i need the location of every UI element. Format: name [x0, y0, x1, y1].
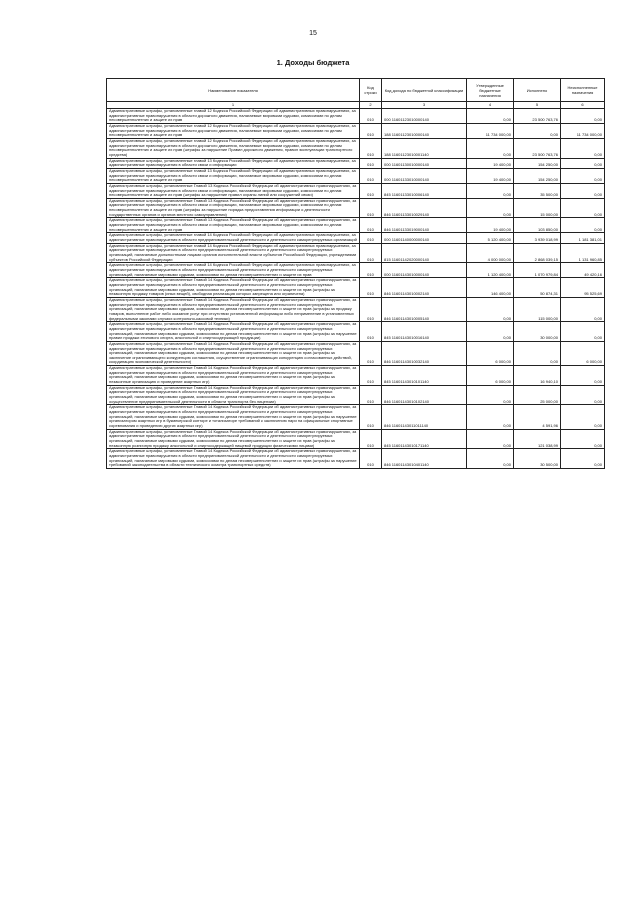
row-name-cell: Административные штрафы, установленные главой 12 Кодекса Российской Федерации об административных правонарушениях, за административные правонарушения в области дорожного движения, налагаемые мировыми судьями, комиссиями по делам несовершеннолетних и защите их прав	[107, 123, 360, 138]
row-name-cell: Административные штрафы, установленные Главой 14 Кодекса Российской Федерации об административных правонарушениях, за административные правонарушения в области предпринимательской деятельности и деятельности саморегулируемых организаций, налагаемые мировыми судьями, комиссиями по делам несовершеннолетних и защите их прав (штрафы за нарушение правил продажи этилового спирта, алкогольной и спиртосодержащей продукции)	[107, 322, 360, 342]
row-unexecuted-cell: 0,00	[561, 183, 605, 198]
column-number: 6	[561, 102, 605, 109]
row-line-code-cell: 010	[360, 449, 382, 469]
row-unexecuted-cell: 1 181 381,01	[561, 233, 605, 243]
row-unexecuted-cell: 0,00	[561, 366, 605, 386]
row-executed-cell: 30 000,00	[514, 322, 561, 342]
table-row	[107, 123, 605, 138]
row-line-code-cell: 010	[360, 405, 382, 429]
table-header-row	[107, 79, 605, 102]
row-approved-cell: 0,00	[467, 449, 514, 469]
row-line-code-cell: 010	[360, 109, 382, 124]
row-line-code-cell: 010	[360, 123, 382, 138]
income-table	[106, 78, 605, 469]
row-kbk-cell: 815 11601142020000140	[382, 243, 467, 263]
row-approved-cell: 0,00	[467, 429, 514, 449]
table-row	[107, 158, 605, 168]
column-number-row	[107, 102, 605, 109]
column-header-unexecuted: Неисполненные назначения	[561, 79, 605, 102]
row-approved-cell: 0,00	[467, 109, 514, 124]
row-executed-cell: 23 500 763,76	[514, 138, 561, 158]
row-approved-cell: 4 000 000,00	[467, 243, 514, 263]
table-row	[107, 385, 605, 405]
row-executed-cell: 115 000,00	[514, 297, 561, 321]
row-line-code-cell: 010	[360, 341, 382, 365]
row-executed-cell: 154 250,00	[514, 168, 561, 183]
row-name-cell: Административные штрафы, установленные главой 14 Кодекса Российской Федерации об административных правонарушениях, за административные правонарушения в области предпринимательской деятельности и деятельности саморегулируемых организаций, налагаемые мировыми судьями, комиссиями по делам несовершеннолетних и защите их прав	[107, 263, 360, 278]
row-line-code-cell: 010	[360, 429, 382, 449]
row-name-cell: Административные штрафы, установленные Главой 13 Кодекса Российской Федерации об административных правонарушениях, за административные правонарушения в области связи и информации, налагаемые мировыми судьями, комиссиями по делам несовершеннолетних и защите их прав (штрафы за нарушение порядка предоставления информации о деятельности государственных органов и органов местного самоуправления)	[107, 198, 360, 218]
row-name-cell: Административные штрафы, установленные главой 14 Кодекса Российской Федерации об административных правонарушениях, за административные правонарушения в области предпринимательской деятельности и деятельности саморегулируемых организаций	[107, 233, 360, 243]
table-row	[107, 322, 605, 342]
row-name-cell: Административные штрафы, установленные Главой 14 Кодекса Российской Федерации об административных правонарушениях, за административные правонарушения в области предпринимательской деятельности и деятельности саморегулируемых организаций, налагаемые мировыми судьями, комиссиями по делам несовершеннолетних и защите их прав (штрафы за заключение ограничивающего конкуренцию соглашения, осуществление ограничивающих конкуренцию согласованных действий, координацию экономической деятельности)	[107, 341, 360, 365]
row-line-code-cell: 010	[360, 322, 382, 342]
row-line-code-cell: 010	[360, 158, 382, 168]
row-name-cell: Административные штрафы, установленные главой 13 Кодекса Российской Федерации об административных правонарушениях, за административные правонарушения в области связи и информации	[107, 158, 360, 168]
row-executed-cell: 30 500,00	[514, 449, 561, 469]
row-approved-cell: 5 120 400,00	[467, 233, 514, 243]
table-row	[107, 366, 605, 386]
table-row	[107, 233, 605, 243]
row-kbk-cell: 846 11601143010002140	[382, 278, 467, 298]
row-kbk-cell: 000 11601133010000140	[382, 168, 467, 183]
row-executed-cell: 3 939 018,99	[514, 233, 561, 243]
row-executed-cell: 25 000,00	[514, 385, 561, 405]
row-unexecuted-cell: 11 734 000,00	[561, 123, 605, 138]
table-row	[107, 183, 605, 198]
row-unexecuted-cell: 0,00	[561, 297, 605, 321]
row-executed-cell: 103 850,00	[514, 218, 561, 233]
row-name-cell: Административные штрафы, установленные Главой 13 Кодекса Российской Федерации об административных правонарушениях, за административные правонарушения в области связи и информации, налагаемые мировыми судьями, комиссиями по делам несовершеннолетних и защите их прав	[107, 218, 360, 233]
row-executed-cell: 121 038,99	[514, 429, 561, 449]
table-row	[107, 168, 605, 183]
row-kbk-cell: 845 11601133010006140	[382, 183, 467, 198]
row-line-code-cell: 010	[360, 218, 382, 233]
row-name-cell: Административные штрафы, установленные главой 12 Кодекса Российской Федерации об административных правонарушениях, за административные правонарушения в области дорожного движения, налагаемые мировыми судьями, комиссиями по делам несовершеннолетних и защите их прав	[107, 109, 360, 124]
row-name-cell: Административные штрафы, установленные главой 13 Кодекса Российской Федерации об административных правонарушениях, за административные правонарушения в области связи и информации, налагаемые мировыми судьями, комиссиями по делам несовершеннолетних и защите их прав	[107, 168, 360, 183]
row-unexecuted-cell: 0,00	[561, 109, 605, 124]
row-unexecuted-cell: 0,00	[561, 385, 605, 405]
row-name-cell: Административные штрафы, установленные Главой 14 Кодекса Российской Федерации об административных правонарушениях, за административные правонарушения в области предпринимательской деятельности и деятельности саморегулируемых организаций, налагаемые мировыми судьями, комиссиями по делам несовершеннолетних и защите их прав (штрафы за осуществление предпринимательской деятельности в области транспорта без лицензии)	[107, 385, 360, 405]
row-approved-cell: 0,00	[467, 322, 514, 342]
column-header-line-code: Код строки	[360, 79, 382, 102]
row-kbk-cell: 000 11601143010000140	[382, 263, 467, 278]
row-kbk-cell: 845 11601143010101140	[382, 366, 467, 386]
row-kbk-cell: 846 11601143010032140	[382, 341, 467, 365]
row-kbk-cell: 845 11601143010171140	[382, 429, 467, 449]
row-name-cell: Административные штрафы, установленные Главой 14 Кодекса Российской Федерации об административных правонарушениях, за административные правонарушения в области предпринимательской деятельности и деятельности саморегулируемых организаций, налагаемые мировыми судьями, комиссиями по делам несовершеннолетних и защите их прав (штрафы за нарушение требований законодательства в области технического осмотра транспортных средств)	[107, 449, 360, 469]
table-row	[107, 109, 605, 124]
row-kbk-cell: 846 11601133019000140	[382, 218, 467, 233]
row-line-code-cell: 010	[360, 278, 382, 298]
row-approved-cell: 0,00	[467, 405, 514, 429]
row-executed-cell: 2 868 039,15	[514, 243, 561, 263]
row-unexecuted-cell: 0,00	[561, 198, 605, 218]
row-approved-cell: 0,00	[467, 183, 514, 198]
row-unexecuted-cell: 0,00	[561, 429, 605, 449]
row-line-code-cell: 010	[360, 366, 382, 386]
row-kbk-cell: 846 11601143010005140	[382, 297, 467, 321]
row-approved-cell: 19 400,00	[467, 218, 514, 233]
row-line-code-cell: 010	[360, 183, 382, 198]
row-unexecuted-cell: 95 525,69	[561, 278, 605, 298]
page-title: 1. Доходы бюджета	[276, 58, 350, 67]
table-row	[107, 138, 605, 158]
row-approved-cell: 19 400,00	[467, 168, 514, 183]
table-row	[107, 429, 605, 449]
row-name-cell: Административные штрафы, установленные главой 14 Кодекса Российской Федерации об административных правонарушениях, за административные правонарушения в области предпринимательской деятельности и деятельности саморегулируемых организаций, налагаемые должностными лицами органов исполнительной власти субъектов Российской Федерации, учреждениями субъектов Российской Федерации	[107, 243, 360, 263]
row-kbk-cell: 846 11601143010102140	[382, 385, 467, 405]
row-approved-cell: 0,00	[467, 138, 514, 158]
row-executed-cell: 23 500 763,76	[514, 109, 561, 124]
table-row	[107, 278, 605, 298]
column-number: 4	[467, 102, 514, 109]
row-name-cell: Административные штрафы, установленные Главой 14 Кодекса Российской Федерации об административных правонарушениях, за административные правонарушения в области предпринимательской деятельности и деятельности саморегулируемых организаций, налагаемые мировыми судьями, комиссиями по делам несовершеннолетних и защите их прав (штрафы за незаконную продажу товаров (иных вещей), свободная реализация которых запрещена или ограничена)	[107, 278, 360, 298]
row-executed-cell: 4 591,96	[514, 405, 561, 429]
table-row	[107, 263, 605, 278]
row-line-code-cell: 010	[360, 263, 382, 278]
row-kbk-cell: 000 11601123010000140	[382, 109, 467, 124]
page-number: 15	[309, 30, 317, 37]
table-row	[107, 405, 605, 429]
row-kbk-cell: 188 11601123010001140	[382, 138, 467, 158]
row-name-cell: Административные штрафы, установленные Главой 14 Кодекса Российской Федерации об административных правонарушениях, за административные правонарушения в области предпринимательской деятельности и деятельности саморегулируемых организаций, налагаемые мировыми судьями, комиссиями по делам несовершеннолетних и защите их прав (штрафы за продажу товаров, выполнение работ либо оказание услуг при отсутствии установленной информации либо неприменение в установленных федеральными законами случаях контрольно-кассовой техники)	[107, 297, 360, 321]
row-line-code-cell: 010	[360, 243, 382, 263]
column-number: 2	[360, 102, 382, 109]
row-name-cell: Административные штрафы, установленные Главой 13 Кодекса Российской Федерации об административных правонарушениях, за административные правонарушения в области связи и информации, налагаемые мировыми судьями, комиссиями по делам несовершеннолетних и защите их прав (штрафы за нарушение правил охраны линий или сооружений связи)	[107, 183, 360, 198]
row-line-code-cell: 010	[360, 297, 382, 321]
row-executed-cell: 50 874,31	[514, 278, 561, 298]
row-name-cell: Административные штрафы, установленные главой 12 Кодекса Российской Федерации об административных правонарушениях, за административные правонарушения в области дорожного движения, налагаемые мировыми судьями, комиссиями по делам несовершеннолетних и защите их прав (штрафы за нарушение Правил дорожного движения, правил эксплуатации транспортного средства)	[107, 138, 360, 158]
column-number: 1	[107, 102, 360, 109]
column-header-name: Наименование показателя	[107, 79, 360, 102]
table-row	[107, 341, 605, 365]
row-kbk-cell: 188 11601123010000140	[382, 123, 467, 138]
row-name-cell: Административные штрафы, установленные Главой 14 Кодекса Российской Федерации об административных правонарушениях, за административные правонарушения в области предпринимательской деятельности и деятельности саморегулируемых организаций, налагаемые мировыми судьями, комиссиями по делам несовершеннолетних и защите их прав (штрафы за незаконные организацию и проведение азартных игр)	[107, 366, 360, 386]
row-executed-cell: 15 000,00	[514, 198, 561, 218]
row-kbk-cell: 000 11601130010000140	[382, 158, 467, 168]
table-row	[107, 297, 605, 321]
table-row	[107, 449, 605, 469]
row-unexecuted-cell: 0,00	[561, 449, 605, 469]
row-line-code-cell: 010	[360, 385, 382, 405]
column-header-executed: Исполнено	[514, 79, 561, 102]
row-unexecuted-cell: 0,00	[561, 158, 605, 168]
row-approved-cell: 1 120 400,00	[467, 263, 514, 278]
row-approved-cell: 19 400,00	[467, 158, 514, 168]
row-unexecuted-cell: 49 420,16	[561, 263, 605, 278]
row-approved-cell: 0,00	[467, 385, 514, 405]
row-unexecuted-cell: 0,00	[561, 405, 605, 429]
column-number: 5	[514, 102, 561, 109]
column-number: 3	[382, 102, 467, 109]
table-row	[107, 243, 605, 263]
row-kbk-cell: 846 11601133010029140	[382, 198, 467, 218]
row-approved-cell: 0,00	[467, 297, 514, 321]
row-name-cell: Административные штрафы, установленные Главой 14 Кодекса Российской Федерации об административных правонарушениях, за административные правонарушения в области предпринимательской деятельности и деятельности саморегулируемых организаций, налагаемые мировыми судьями, комиссиями по делам несовершеннолетних и защите их прав (штрафы за нарушение организатором азартных игр в букмекерской конторе и тотализаторе требований к заключению пари на официальные спортивные соревнования и проведению других азартных игр)	[107, 405, 360, 429]
table-row	[107, 218, 605, 233]
row-executed-cell: 16 940,10	[514, 366, 561, 386]
row-approved-cell: 6 000,00	[467, 366, 514, 386]
row-kbk-cell: 846 11601143010401140	[382, 449, 467, 469]
row-approved-cell: 6 000,00	[467, 341, 514, 365]
row-approved-cell: 146 400,00	[467, 278, 514, 298]
row-unexecuted-cell: 1 131 960,85	[561, 243, 605, 263]
row-unexecuted-cell: 6 000,00	[561, 341, 605, 365]
row-executed-cell: 0,00	[514, 123, 561, 138]
row-kbk-cell: 846 11601143011011140	[382, 405, 467, 429]
table-row	[107, 198, 605, 218]
row-approved-cell: 0,00	[467, 198, 514, 218]
row-line-code-cell: 010	[360, 168, 382, 183]
row-kbk-cell: 000 11601140000000140	[382, 233, 467, 243]
row-line-code-cell: 010	[360, 138, 382, 158]
row-executed-cell: 35 500,00	[514, 183, 561, 198]
column-header-approved: Утвержденные бюджетные назначения	[467, 79, 514, 102]
row-unexecuted-cell: 0,00	[561, 168, 605, 183]
row-approved-cell: 11 734 000,00	[467, 123, 514, 138]
row-line-code-cell: 010	[360, 233, 382, 243]
row-executed-cell: 0,00	[514, 341, 561, 365]
row-name-cell: Административные штрафы, установленные Главой 14 Кодекса Российской Федерации об административных правонарушениях, за административные правонарушения в области предпринимательской деятельности и деятельности саморегулируемых организаций, налагаемые мировыми судьями, комиссиями по делам несовершеннолетних и защите их прав (штрафы за незаконную розничную продажу алкогольной и спиртосодержащей пищевой продукции физическими лицами)	[107, 429, 360, 449]
row-executed-cell: 1 070 979,84	[514, 263, 561, 278]
row-kbk-cell: 845 11601143010016140	[382, 322, 467, 342]
row-unexecuted-cell: 0,00	[561, 138, 605, 158]
row-unexecuted-cell: 0,00	[561, 218, 605, 233]
row-unexecuted-cell: 0,00	[561, 322, 605, 342]
row-executed-cell: 154 250,00	[514, 158, 561, 168]
column-header-kbk: Код дохода по бюджетной классификации	[382, 79, 467, 102]
row-line-code-cell: 010	[360, 198, 382, 218]
